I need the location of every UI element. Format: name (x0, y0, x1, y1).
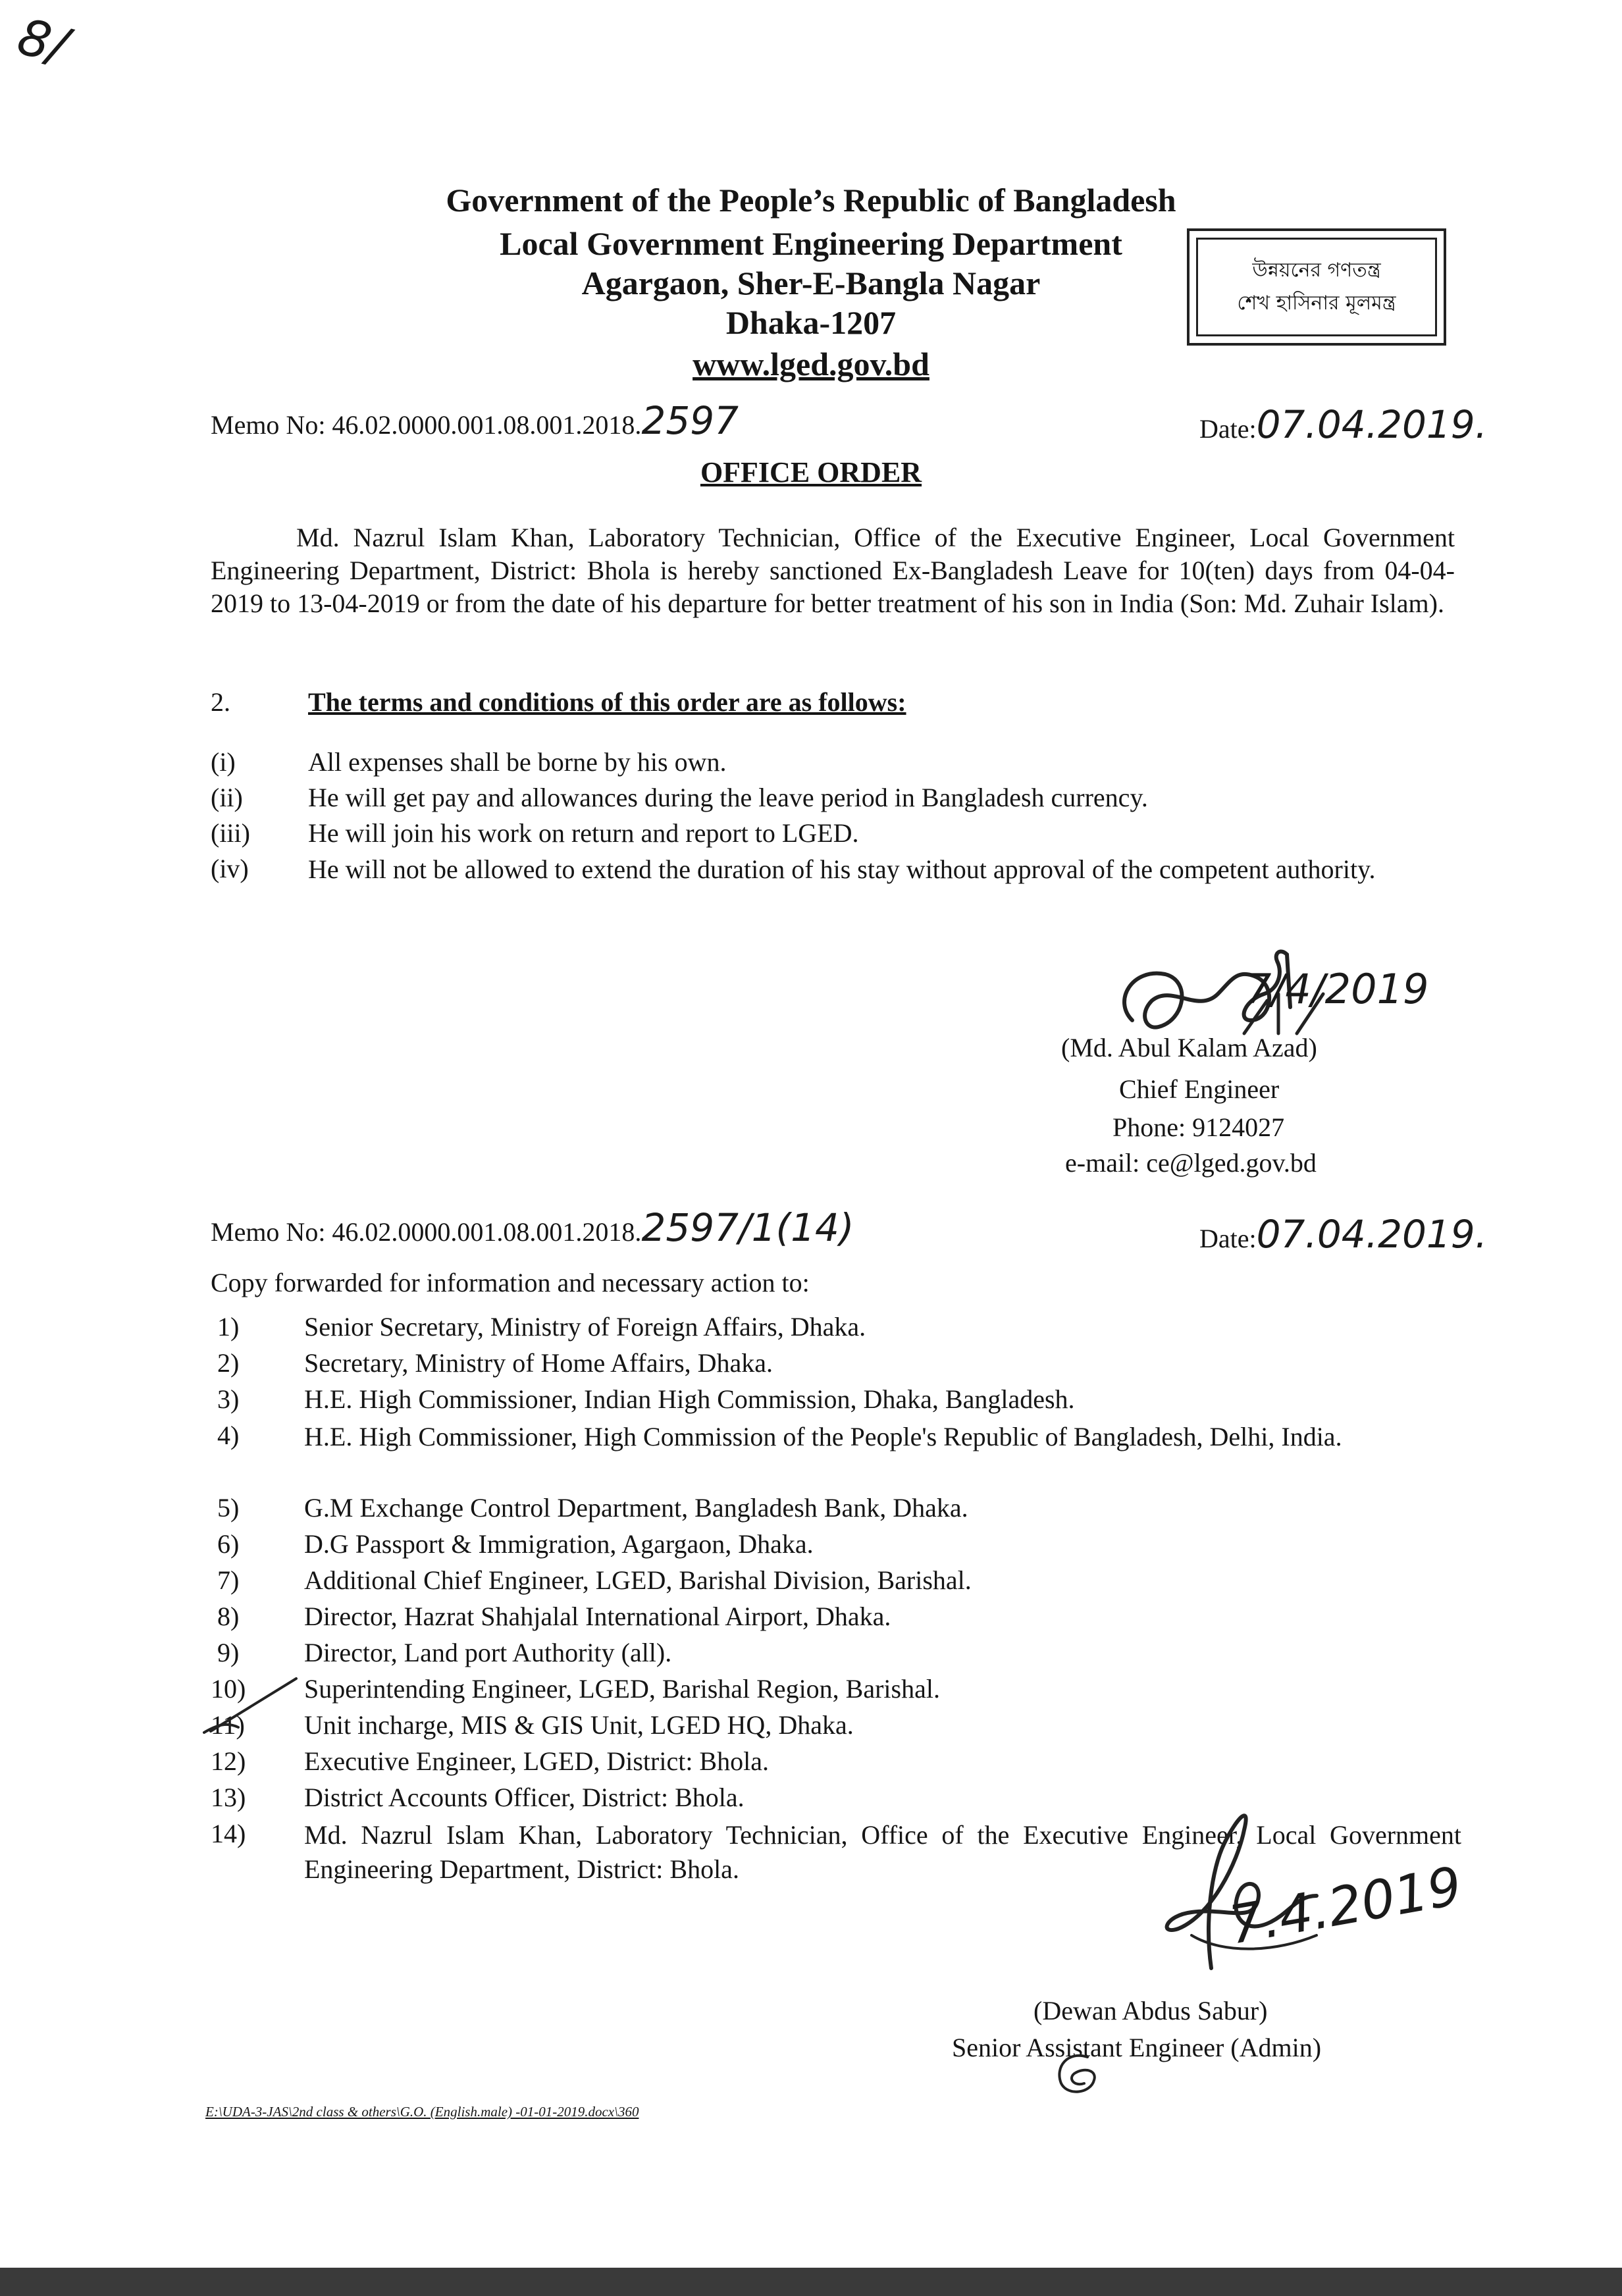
memo-1-label: Memo No: 46.02.0000.001.08.001.2018. (211, 410, 642, 440)
list-item-number: 12) (211, 1746, 246, 1776)
list-item (211, 853, 1455, 922)
signatory-1-designation: Chief Engineer (1119, 1074, 1280, 1104)
list-item (211, 1384, 1461, 1420)
list-item-number: 10) (211, 1674, 246, 1704)
list-item-number: 6) (217, 1529, 240, 1559)
memo-2-date-label: Date: (1199, 1224, 1257, 1253)
list-item-number: 13) (211, 1783, 246, 1812)
list-item (211, 746, 1455, 782)
list-item (211, 1528, 1461, 1565)
tick-mark (197, 1659, 329, 1744)
list-item-number: (i) (211, 747, 236, 777)
list-item-number: 8) (217, 1602, 240, 1631)
list-item-number: (iii) (211, 818, 250, 848)
header-website[interactable] (0, 342, 1622, 386)
corner-mark: 8/ (12, 7, 74, 76)
memo-1 (211, 398, 739, 443)
list-item-text: He will join his work on return and report to LGED. (308, 818, 859, 848)
list-item-text: He will get pay and allowances during the leave period in Bangladesh currency. (308, 783, 1148, 812)
list-item-text: H.E. High Commissioner, Indian High Commission, Dhaka, Bangladesh. (304, 1384, 1075, 1414)
list-item-text: Director, Land port Authority (all). (304, 1638, 672, 1667)
list-item (211, 1565, 1461, 1601)
list-item-number: 7) (217, 1565, 240, 1595)
terms-heading: The terms and conditions of this order are as follows: (308, 687, 906, 717)
memo-2-label: Memo No: 46.02.0000.001.08.001.2018. (211, 1217, 642, 1247)
list-item-text: H.E. High Commissioner, High Commission of the People's Republic of Bangladesh, Delhi, India. (304, 1422, 1342, 1451)
list-item-number: 2) (217, 1348, 240, 1378)
signatory-1-phone: Phone: 9124027 (1112, 1112, 1285, 1142)
list-item-text: D.G Passport & Immigration, Agargaon, Dhaka. (304, 1529, 814, 1559)
list-item-text: District Accounts Officer, District: Bhola. (304, 1783, 745, 1812)
list-item-text: Additional Chief Engineer, LGED, Barishal Division, Barishal. (304, 1565, 972, 1595)
website-link[interactable]: www.lged.gov.bd (693, 346, 929, 382)
list-item-text: Unit incharge, MIS & GIS Unit, LGED HQ, Dhaka. (304, 1710, 854, 1740)
list-item-number: 9) (217, 1638, 240, 1667)
memo-1-number: 2597 (641, 398, 739, 443)
footer-file-path: E:\UDA-3-JAS\2nd class & others\G.O. (English.male) -01-01-2019.docx\360 (205, 2104, 639, 2120)
memo-2-date-value: 07.04.2019. (1256, 1212, 1488, 1257)
list-item (211, 782, 1455, 818)
memo-2-number: 2597/1(14) (641, 1205, 854, 1250)
list-item-text: He will not be allowed to extend the duration of his stay without approval of the competent authority. (308, 854, 1376, 884)
list-item (211, 1311, 1461, 1347)
slogan-line-2: শেখ হাসিনার মূলমন্ত্র (1237, 292, 1396, 315)
list-item-number: (iv) (211, 854, 249, 883)
slogan-line-1: উন্নয়নের গণতন্ত্র (1252, 259, 1381, 282)
list-item-text: G.M Exchange Control Department, Bangladesh Bank, Dhaka. (304, 1493, 968, 1523)
memo-1-date-value: 07.04.2019. (1256, 402, 1488, 447)
list-item-number: 3) (217, 1384, 240, 1414)
header-line-3: Agargaon, Sher-E-Bangla Nagar (581, 265, 1041, 301)
page-title: OFFICE ORDER (700, 456, 922, 488)
list-item-text: Executive Engineer, LGED, District: Bhola. (304, 1746, 769, 1776)
list-item-text: Senior Secretary, Ministry of Foreign Affairs, Dhaka. (304, 1312, 866, 1342)
list-item (211, 1673, 1461, 1709)
memo-1-date-label: Date: (1199, 414, 1257, 444)
signatory-1-name: (Md. Abul Kalam Azad) (1061, 1033, 1317, 1062)
header-line-2: Local Government Engineering Department (500, 225, 1122, 262)
list-item-text: Md. Nazrul Islam Khan, Laboratory Technician, Office of the Executive Engineer, Local Government Engineering Department, District: Bhola. (304, 1820, 1461, 1884)
list-item-number: 4) (217, 1421, 240, 1450)
list-item-number: 14) (211, 1819, 246, 1848)
body-paragraph: Md. Nazrul Islam Khan, Laboratory Technician, Office of the Executive Engineer, Local Government Engineering Department, District: Bhola is hereby sanctioned Ex-Bangladesh Leave for 10(ten) days from 04-04-2019 to 13-04-2019 or from the date of his departure for better treatment of his son in India (Son: Md. Zuhair Islam). (211, 523, 1455, 618)
list-item-number: 5) (217, 1493, 240, 1523)
list-item (211, 1492, 1461, 1528)
list-item-number: 1) (217, 1312, 240, 1342)
copy-intro: Copy forwarded for information and necessary action to: (211, 1268, 810, 1297)
list-item-text: All expenses shall be borne by his own. (308, 747, 727, 777)
initial-mark (1048, 2047, 1107, 2100)
memo-2 (211, 1205, 854, 1250)
signatory-2-designation: Senior Assistant Engineer (Admin) (952, 2033, 1322, 2062)
list-item (211, 1420, 1461, 1492)
signature-2-date: 7.4.2019 (1224, 1855, 1466, 1956)
signature-1-date: 7/4/2019 (1245, 965, 1429, 1013)
memo-2-date (1199, 1212, 1488, 1257)
scan-edge (0, 2268, 1622, 2296)
signatory-1-email: e-mail: ce@lged.gov.bd (1065, 1148, 1317, 1178)
header-line-1: Government of the People’s Republic of Bangladesh (446, 182, 1176, 219)
list-item-number: (ii) (211, 783, 243, 812)
list-item (211, 1347, 1461, 1384)
list-item (211, 1637, 1461, 1673)
terms-list (211, 746, 1455, 922)
list-item (211, 1601, 1461, 1637)
list-item-text: Director, Hazrat Shahjalal International Airport, Dhaka. (304, 1602, 891, 1631)
terms-number: 2. (211, 687, 230, 717)
list-item (211, 1709, 1461, 1746)
list-item-text: Secretary, Ministry of Home Affairs, Dhaka. (304, 1348, 773, 1378)
slogan-box (1187, 228, 1446, 346)
list-item (211, 818, 1455, 853)
header-line-4: Dhaka-1207 (725, 304, 897, 341)
signatory-2-name: (Dewan Abdus Sabur) (1033, 1996, 1268, 2025)
list-item-number: 11) (211, 1710, 245, 1740)
list-item-text: Superintending Engineer, LGED, Barishal Region, Barishal. (304, 1674, 940, 1704)
memo-1-date (1199, 402, 1488, 447)
